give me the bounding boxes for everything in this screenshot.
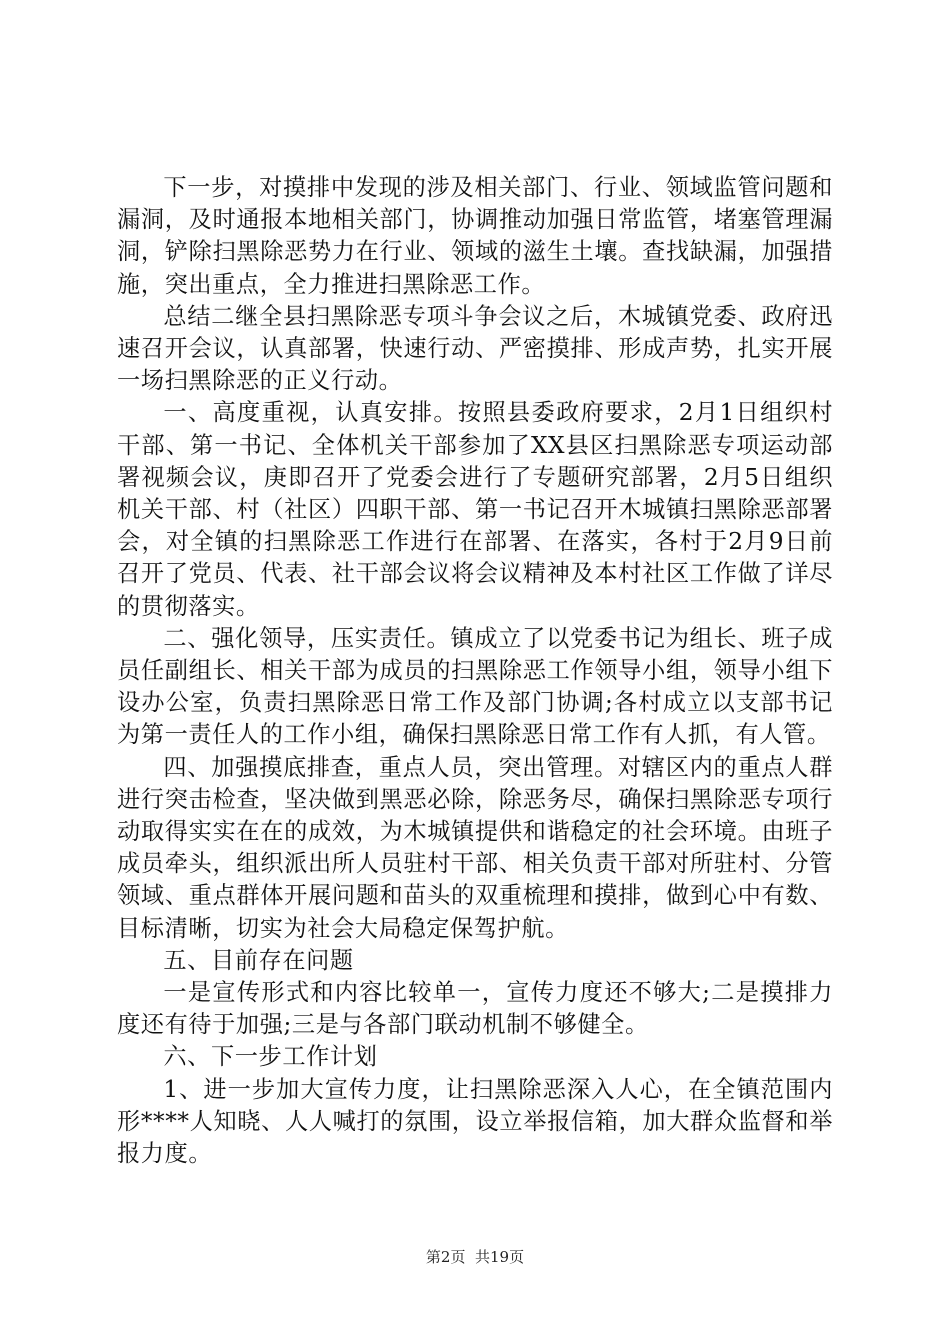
page-number-footer: 第2页 共19页 [425,1248,525,1266]
paragraph-next-step: 下一步，对摸排中发现的涉及相关部门、行业、领域监管问题和漏洞，及时通报本地相关部门，协调推动加强日常监管，堵塞管理漏洞，铲除扫黑除恶势力在行业、领域的滋生土壤。查找缺漏，加强措施，突出重点，全力推进扫黑除恶工作。 [117,174,833,298]
paragraph-section-two: 二、强化领导，压实责任。镇成立了以党委书记为组长、班子成员任副组长、相关干部为成员的扫黑除恶工作领导小组，领导小组下设办公室，负责扫黑除恶日常工作及部门协调;各村成立以支部书记为第一责任人的工作小组，确保扫黑除恶日常工作有人抓，有人管。 [117,624,833,749]
heading-section-five: 五、目前存在问题 [163,946,354,974]
document-body [117,172,833,1170]
heading-section-six: 六、下一步工作计划 [163,1043,378,1071]
paragraph-problems: 一是宣传形式和内容比较单一，宣传力度还不够大;二是摸排力度还有待于加强;三是与各部门联动机制不够健全。 [117,979,833,1039]
paragraph-section-one: 一、高度重视，认真安排。按照县委政府要求，2月1日组织村干部、第一书记、全体机关干部参加了XX县区扫黑除恶专项运动部署视频会议，庚即召开了党委会进行了专题研究部署，2月5日组织机关干部、村（社区）四职干部、第一书记召开木城镇扫黑除恶部署会，对全镇的扫黑除恶工作进行在部署、在落实，各村于2月9日前召开了党员、代表、社干部会议将会议精神及本村社区工作做了详尽的贯彻落实。 [117,399,833,620]
paragraph-plan-item-1: 1、进一步加大宣传力度，让扫黑除恶深入人心，在全镇范围内形****人知晓、人人喊打的氛围，设立举报信箱，加大群众监督和举报力度。 [117,1075,833,1168]
paragraph-summary-two: 总结二继全县扫黑除恶专项斗争会议之后，木城镇党委、政府迅速召开会议，认真部署，快速行动、严密摸排、形成声势，扎实开展一场扫黑除恶的正义行动。 [117,302,833,395]
paragraph-section-four: 四、加强摸底排查，重点人员，突出管理。对辖区内的重点人群进行突击检查，坚决做到黑恶必除，除恶务尽，确保扫黑除恶专项行动取得实实在在的成效，为木城镇提供和谐稳定的社会环境。由班子成员牵头，组织派出所人员驻村干部、相关负责干部对所驻村、分管领域、重点群体开展问题和苗头的双重梳理和摸排，做到心中有数、目标清晰，切实为社会大局稳定保驾护航。 [117,753,833,942]
